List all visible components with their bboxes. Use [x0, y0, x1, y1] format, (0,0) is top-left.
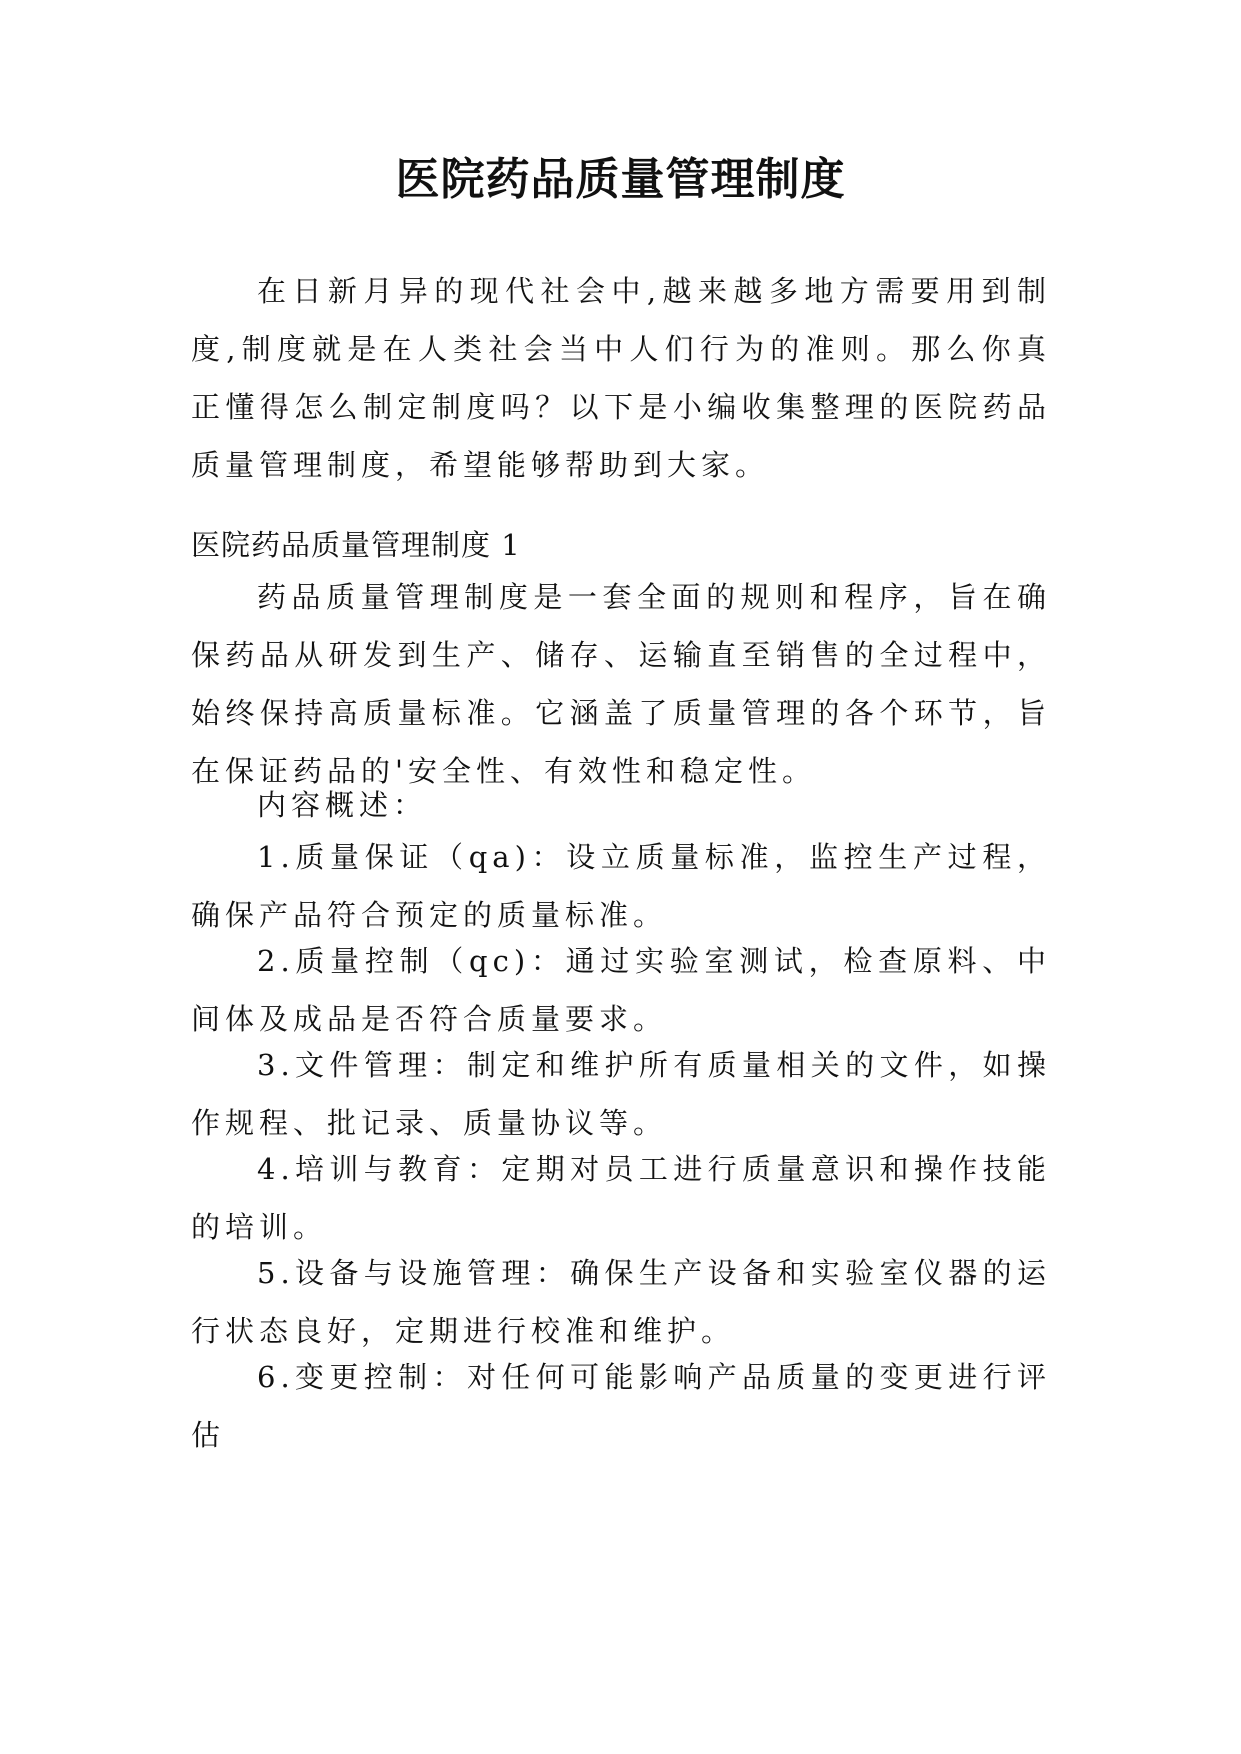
list-item: 3.文件管理：制定和维护所有质量相关的文件，如操作规程、批记录、质量协议等。: [191, 1048, 1051, 1140]
list-item: 5.设备与设施管理：确保生产设备和实验室仪器的运行状态良好，定期进行校准和维护。: [191, 1256, 1051, 1348]
list-item: 6.变更控制：对任何可能影响产品质量的变更进行评估: [191, 1360, 1051, 1452]
body-paragraph: 药品质量管理制度是一套全面的规则和程序，旨在确保药品从研发到生产、储存、运输直至销售的全过程中，始终保持高质量标准。它涵盖了质量管理的各个环节，旨在保证药品的'安全性、有效性和稳定性。: [191, 580, 1051, 788]
section-heading: 医院药品质量管理制度 1: [191, 528, 521, 562]
intro-paragraph: 在日新月异的现代社会中,越来越多地方需要用到制度,制度就是在人类社会当中人们行为的准则。那么你真正懂得怎么制定制度吗？以下是小编收集整理的医院药品质量管理制度，希望能够帮助到大家。: [191, 274, 1051, 482]
list-item: 2.质量控制（qc)：通过实验室测试，检查原料、中间体及成品是否符合质量要求。: [191, 944, 1051, 1036]
list-item: 4.培训与教育：定期对员工进行质量意识和操作技能的培训。: [191, 1152, 1051, 1244]
overview-label: 内容概述：: [257, 788, 428, 822]
list-item: 1.质量保证（qa)：设立质量标准，监控生产过程，确保产品符合预定的质量标准。: [191, 840, 1051, 932]
document-title: 医院药品质量管理制度: [395, 154, 846, 205]
